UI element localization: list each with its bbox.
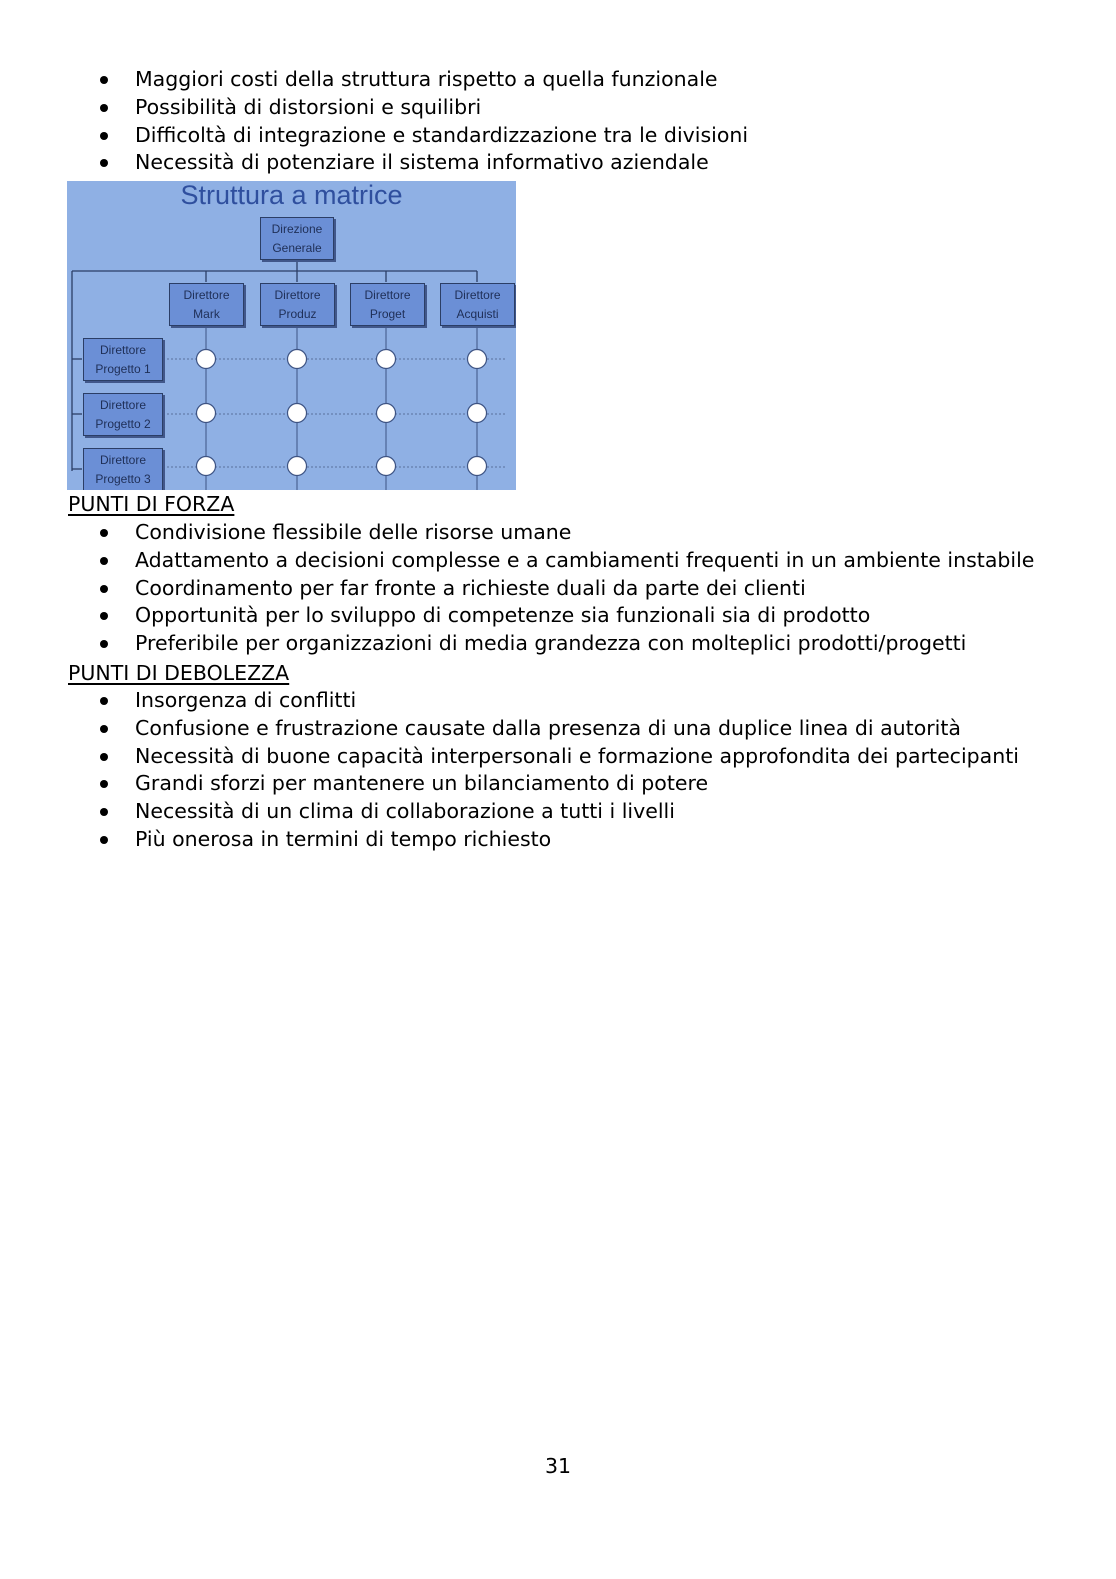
punti-di-debolezza-list bbox=[0, 687, 1019, 854]
node-label: Direttore bbox=[99, 452, 146, 467]
page-number: 31 bbox=[544, 1454, 572, 1478]
node-label: Acquisti bbox=[456, 306, 499, 321]
matrix-node bbox=[288, 404, 307, 423]
node-label: Direttore bbox=[274, 287, 321, 302]
matrix-node bbox=[197, 404, 216, 423]
matrix-node bbox=[377, 404, 396, 423]
list-item: Insorgenza di conflitti bbox=[0, 687, 1019, 715]
node-label: Progetto 3 bbox=[95, 471, 151, 486]
matrix-structure-figure bbox=[67, 181, 516, 490]
matrix-node bbox=[468, 404, 487, 423]
list-item: Adattamento a decisioni complesse e a cambiamenti frequenti in un ambiente instabile bbox=[0, 547, 1034, 575]
node-label: Direttore bbox=[99, 397, 146, 412]
list-item: Necessità di un clima di collaborazione a tutti i livelli bbox=[0, 798, 1019, 826]
node-direttore-produz bbox=[260, 283, 335, 326]
list-item: Possibilità di distorsioni e squilibri bbox=[0, 94, 748, 122]
node-direttore-progetto-3 bbox=[83, 448, 163, 490]
node-label: Direttore bbox=[454, 287, 501, 302]
node-label: Direttore bbox=[364, 287, 411, 302]
node-label: Direttore bbox=[99, 342, 146, 357]
matrix-node bbox=[288, 457, 307, 476]
heading-punti-di-debolezza: PUNTI DI DEBOLEZZA bbox=[68, 661, 290, 685]
list-item: Grandi sforzi per mantenere un bilanciamento di potere bbox=[0, 770, 1019, 798]
node-label: Progetto 2 bbox=[95, 416, 151, 431]
matrix-node bbox=[377, 457, 396, 476]
node-label: Mark bbox=[193, 306, 220, 321]
list-item: Condivisione flessibile delle risorse umane bbox=[0, 519, 1034, 547]
list-item: Più onerosa in termini di tempo richiesto bbox=[0, 826, 1019, 854]
list-item: Preferibile per organizzazioni di media grandezza con molteplici prodotti/progetti bbox=[0, 630, 1034, 658]
node-label: Direzione bbox=[271, 221, 323, 236]
matrix-node bbox=[197, 350, 216, 369]
node-label: Produz bbox=[278, 306, 317, 321]
node-label: Direttore bbox=[183, 287, 230, 302]
list-item: Confusione e frustrazione causate dalla presenza di una duplice linea di autorità bbox=[0, 715, 1019, 743]
matrix-node bbox=[468, 350, 487, 369]
node-direttore-progetto-2 bbox=[83, 393, 163, 436]
node-direzione-generale bbox=[260, 217, 334, 260]
node-direttore-proget bbox=[350, 283, 425, 326]
heading-punti-di-forza: PUNTI DI FORZA bbox=[68, 492, 235, 516]
list-item: Coordinamento per far fronte a richieste duali da parte dei clienti bbox=[0, 575, 1034, 603]
node-direttore-mark bbox=[169, 283, 244, 326]
node-label: Generale bbox=[272, 240, 322, 255]
matrix-node bbox=[377, 350, 396, 369]
list-item: Maggiori costi della struttura rispetto a quella funzionale bbox=[0, 66, 748, 94]
list-item: Difficoltà di integrazione e standardizzazione tra le divisioni bbox=[0, 122, 748, 150]
matrix-node bbox=[288, 350, 307, 369]
intro-bullet-list bbox=[0, 66, 748, 177]
list-item: Necessità di buone capacità interpersonali e formazione approfondita dei partecipanti bbox=[0, 743, 1019, 771]
node-label: Proget bbox=[369, 306, 406, 321]
punti-di-forza-list bbox=[0, 519, 1034, 658]
matrix-node bbox=[197, 457, 216, 476]
node-direttore-progetto-1 bbox=[83, 338, 163, 381]
node-direttore-acquisti bbox=[440, 283, 515, 326]
figure-title: Struttura a matrice bbox=[180, 181, 403, 210]
list-item: Necessità di potenziare il sistema informativo aziendale bbox=[0, 149, 748, 177]
list-item: Opportunità per lo sviluppo di competenze sia funzionali sia di prodotto bbox=[0, 602, 1034, 630]
node-label: Progetto 1 bbox=[95, 361, 151, 376]
matrix-node bbox=[468, 457, 487, 476]
